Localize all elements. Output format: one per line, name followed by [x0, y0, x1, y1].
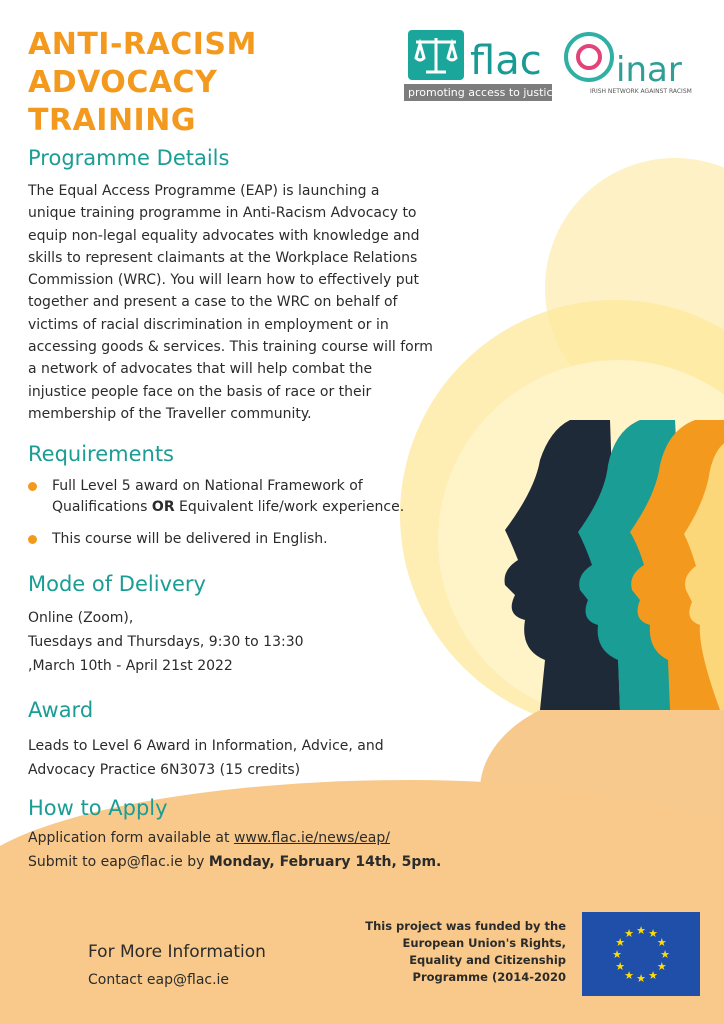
apply-heading: How to Apply [28, 796, 168, 820]
programme-line: Commission (WRC). You will learn how to effectively put [28, 272, 419, 289]
title-line-1: ANTI-RACISM [28, 27, 257, 62]
more-info-heading: For More Information [88, 942, 266, 962]
eu-star-icon: ★ [615, 936, 626, 949]
apply-text: Application form available at [28, 830, 234, 846]
requirements-heading: Requirements [28, 442, 174, 466]
eu-star-icon: ★ [648, 927, 658, 941]
requirement-text [52, 497, 404, 518]
eu-star-icon: ★ [656, 960, 667, 973]
programme-line: The Equal Access Programme (EAP) is launching a [28, 183, 380, 199]
inar-logo-inner-icon [576, 44, 602, 70]
programme-line: a network of advocates that will help combat the [28, 361, 373, 378]
eu-star-icon: ★ [648, 968, 658, 982]
funding-statement [350, 918, 566, 986]
profiles-illustration [500, 420, 724, 710]
eu-star-icon: ★ [612, 948, 622, 961]
requirement-text: Full Level 5 award on National Framework of [52, 478, 363, 494]
funding-line: European Union's Rights, [402, 936, 566, 950]
delivery-line: Online (Zoom), [28, 610, 134, 626]
eu-star-icon: ★ [624, 968, 634, 982]
eu-star-icon: ★ [624, 927, 634, 941]
award-line: Leads to Level 6 Award in Information, Advice, and [28, 738, 384, 754]
bullet-icon [28, 482, 37, 491]
programme-line: equip non-legal equality advocates with knowledge and [28, 227, 420, 244]
programme-line: accessing goods & services. This training course will form [28, 339, 433, 356]
page-title [28, 26, 257, 140]
flac-tagline: promoting access to justice [404, 84, 552, 101]
award-line: Advocacy Practice 6N3073 (15 credits) [28, 762, 301, 778]
partner-logos [404, 26, 704, 106]
title-line-2: ADVOCACY [28, 65, 218, 100]
funding-line: This project was funded by the [365, 919, 566, 933]
apply-deadline: Monday, February 14th, 5pm. [208, 854, 442, 870]
eu-star-icon: ★ [615, 960, 626, 973]
flac-logo-icon [408, 30, 464, 80]
eu-star-icon: ★ [656, 936, 667, 949]
requirement-text: This course will be delivered in English. [52, 531, 328, 547]
award-details [28, 734, 384, 782]
eu-star-icon: ★ [660, 948, 670, 961]
title-line-3: TRAINING [28, 103, 196, 138]
delivery-line: Tuesdays and Thursdays, 9:30 to 13:30 [28, 634, 304, 650]
programme-line: unique training programme in Anti-Racism Advocacy to [28, 205, 417, 222]
eu-flag-icon [582, 912, 700, 996]
delivery-line: ,March 10th - April 21st 2022 [28, 658, 233, 674]
requirement-or: OR [151, 499, 175, 515]
requirement-text-c: Equivalent life/work experience. [174, 499, 405, 515]
apply-link[interactable]: www.flac.ie/news/eap/ [233, 830, 390, 846]
apply-text: Submit to eap@flac.ie by [28, 854, 209, 870]
programme-line: injustice people face on the basis of race or their [28, 383, 372, 400]
inar-tagline: IRISH NETWORK AGAINST RACISM [590, 88, 692, 95]
apply-details [28, 826, 441, 874]
flac-logo-text: flac [470, 38, 542, 84]
delivery-heading: Mode of Delivery [28, 572, 206, 596]
eu-star-icon: ★ [636, 972, 646, 985]
programme-line: skills to represent claimants at the Workplace Relations [28, 249, 418, 266]
programme-line: together and present a case to the WRC on behalf of [28, 294, 398, 311]
award-heading: Award [28, 698, 94, 722]
more-info-contact: Contact eap@flac.ie [88, 972, 230, 988]
delivery-details [28, 606, 304, 678]
programme-description [28, 180, 433, 425]
programme-line: victims of racial discrimination in employment or in [28, 316, 389, 333]
programme-heading: Programme Details [28, 146, 230, 170]
requirement-text-a: Qualifications [52, 499, 152, 515]
funding-line: Equality and Citizenship [409, 953, 566, 967]
eu-star-icon: ★ [636, 924, 646, 937]
funding-line: Programme (2014-2020 [412, 970, 566, 984]
bullet-icon [28, 535, 37, 544]
programme-line: membership of the Traveller community. [28, 405, 312, 422]
inar-logo-text: inar [616, 50, 682, 90]
